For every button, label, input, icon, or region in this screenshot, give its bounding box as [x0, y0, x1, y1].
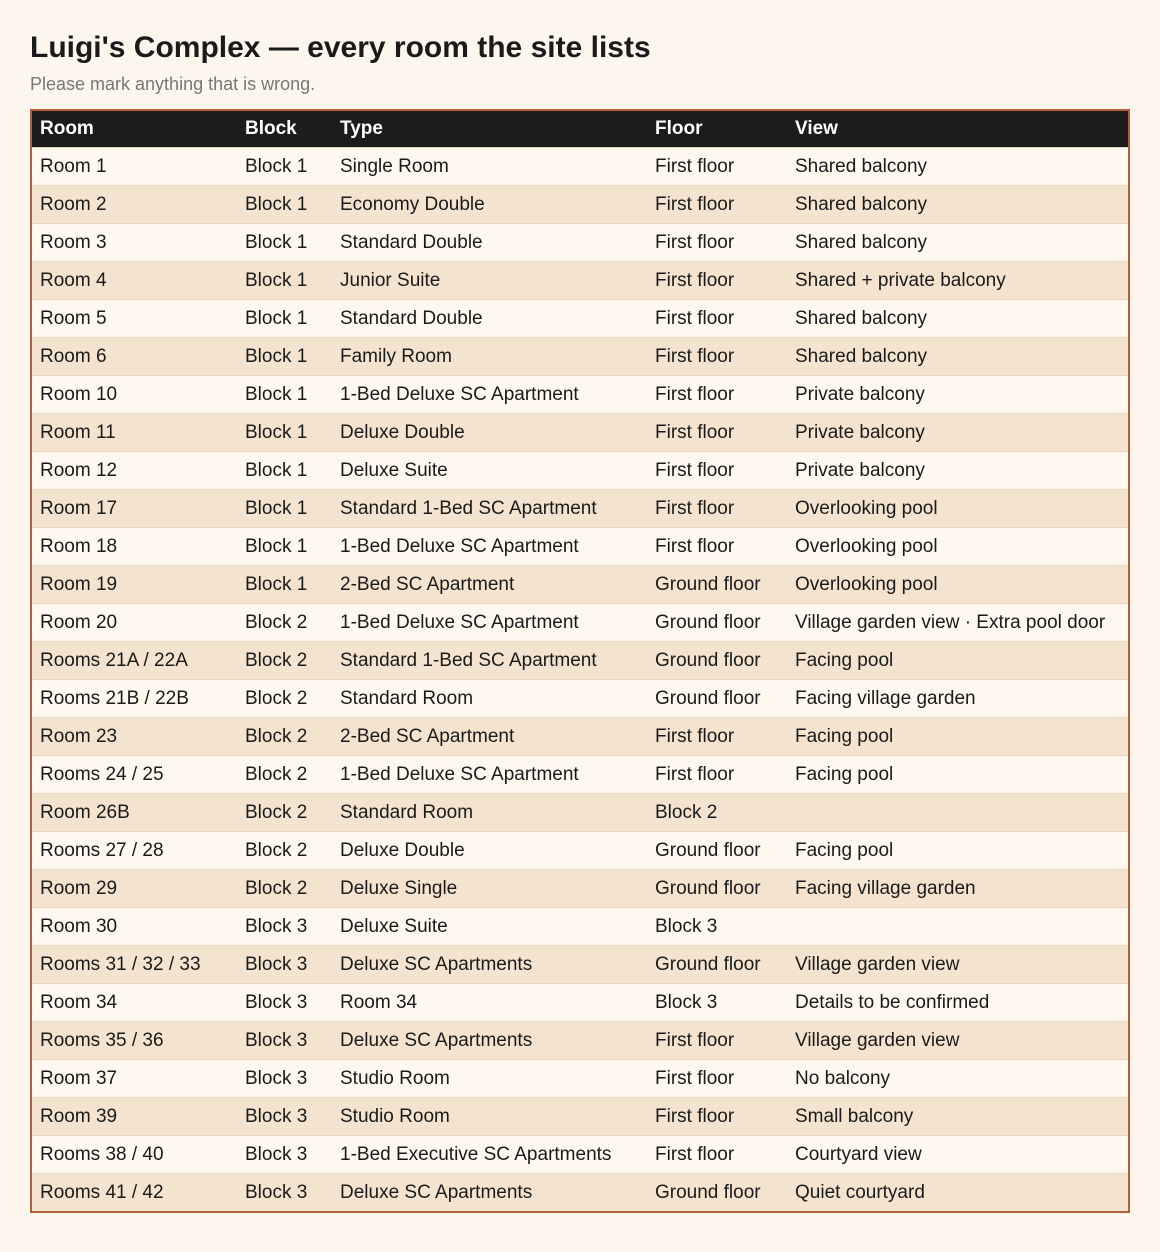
- cell-block: Block 1: [237, 414, 332, 452]
- cell-floor: First floor: [647, 528, 787, 566]
- cell-view: Facing village garden: [787, 870, 1128, 908]
- cell-room: Rooms 38 / 40: [32, 1136, 237, 1174]
- cell-block: Block 3: [237, 1174, 332, 1212]
- cell-floor: Ground floor: [647, 832, 787, 870]
- cell-view: Shared balcony: [787, 186, 1128, 224]
- table-row: [32, 680, 1128, 718]
- cell-room: Room 1: [32, 148, 237, 186]
- table-row: [32, 870, 1128, 908]
- table-row: [32, 300, 1128, 338]
- table-row: [32, 718, 1128, 756]
- cell-room: Room 18: [32, 528, 237, 566]
- cell-type: Deluxe SC Apartments: [332, 946, 647, 984]
- cell-room: Room 5: [32, 300, 237, 338]
- cell-view: Shared balcony: [787, 148, 1128, 186]
- cell-block: Block 3: [237, 946, 332, 984]
- table-row: [32, 908, 1128, 946]
- cell-floor: First floor: [647, 224, 787, 262]
- cell-view: Private balcony: [787, 452, 1128, 490]
- table-row: [32, 984, 1128, 1022]
- cell-view: Small balcony: [787, 1098, 1128, 1136]
- cell-view: Overlooking pool: [787, 566, 1128, 604]
- table-row: [32, 604, 1128, 642]
- table-row: [32, 148, 1128, 186]
- cell-floor: First floor: [647, 1022, 787, 1060]
- cell-block: Block 3: [237, 1098, 332, 1136]
- column-header-floor: Floor: [647, 111, 787, 148]
- table-row: [32, 452, 1128, 490]
- cell-type: Deluxe SC Apartments: [332, 1174, 647, 1212]
- cell-floor: Ground floor: [647, 642, 787, 680]
- table-row: [32, 946, 1128, 984]
- cell-room: Room 4: [32, 262, 237, 300]
- cell-block: Block 3: [237, 1136, 332, 1174]
- table-row: [32, 1098, 1128, 1136]
- cell-view: [787, 908, 1128, 946]
- cell-type: Studio Room: [332, 1060, 647, 1098]
- cell-type: 1-Bed Deluxe SC Apartment: [332, 756, 647, 794]
- cell-type: Family Room: [332, 338, 647, 376]
- cell-room: Rooms 24 / 25: [32, 756, 237, 794]
- table-row: [32, 794, 1128, 832]
- cell-room: Room 37: [32, 1060, 237, 1098]
- cell-floor: Ground floor: [647, 566, 787, 604]
- cell-room: Rooms 35 / 36: [32, 1022, 237, 1060]
- cell-room: Room 23: [32, 718, 237, 756]
- cell-room: Room 26B: [32, 794, 237, 832]
- cell-type: Deluxe Single: [332, 870, 647, 908]
- page-subtitle: Please mark anything that is wrong.: [30, 74, 316, 94]
- cell-block: Block 3: [237, 1022, 332, 1060]
- cell-view: Courtyard view: [787, 1136, 1128, 1174]
- cell-block: Block 3: [237, 908, 332, 946]
- cell-block: Block 1: [237, 300, 332, 338]
- page-title: Luigi's Complex — every room the site lists: [30, 31, 651, 64]
- cell-type: Standard Room: [332, 680, 647, 718]
- cell-view: Overlooking pool: [787, 490, 1128, 528]
- cell-room: Room 11: [32, 414, 237, 452]
- table-row: [32, 528, 1128, 566]
- cell-floor: Ground floor: [647, 870, 787, 908]
- cell-block: Block 2: [237, 604, 332, 642]
- cell-type: Standard Double: [332, 224, 647, 262]
- table-body: [32, 148, 1128, 1212]
- cell-block: Block 1: [237, 224, 332, 262]
- column-header-block: Block: [237, 111, 332, 148]
- cell-room: Room 30: [32, 908, 237, 946]
- cell-block: Block 2: [237, 794, 332, 832]
- cell-room: Room 3: [32, 224, 237, 262]
- cell-floor: Ground floor: [647, 946, 787, 984]
- cell-view: Village garden view: [787, 1022, 1128, 1060]
- cell-floor: First floor: [647, 300, 787, 338]
- cell-view: Shared balcony: [787, 224, 1128, 262]
- cell-type: 1-Bed Executive SC Apartments: [332, 1136, 647, 1174]
- cell-floor: First floor: [647, 414, 787, 452]
- table-row: [32, 1174, 1128, 1212]
- cell-block: Block 2: [237, 756, 332, 794]
- column-header-room: Room: [32, 111, 237, 148]
- rooms-table: [32, 111, 1128, 1211]
- cell-type: Deluxe Suite: [332, 908, 647, 946]
- cell-block: Block 2: [237, 832, 332, 870]
- cell-floor: Block 3: [647, 908, 787, 946]
- cell-type: Standard 1-Bed SC Apartment: [332, 490, 647, 528]
- cell-type: Standard 1-Bed SC Apartment: [332, 642, 647, 680]
- cell-view: Facing pool: [787, 718, 1128, 756]
- cell-floor: Ground floor: [647, 680, 787, 718]
- cell-floor: First floor: [647, 1060, 787, 1098]
- table-row: [32, 1060, 1128, 1098]
- table-row: [32, 1022, 1128, 1060]
- cell-floor: First floor: [647, 148, 787, 186]
- cell-view: Shared balcony: [787, 300, 1128, 338]
- cell-block: Block 2: [237, 680, 332, 718]
- cell-type: Single Room: [332, 148, 647, 186]
- table-row: [32, 566, 1128, 604]
- cell-room: Rooms 21B / 22B: [32, 680, 237, 718]
- cell-floor: First floor: [647, 1098, 787, 1136]
- cell-view: Facing pool: [787, 642, 1128, 680]
- table-row: [32, 186, 1128, 224]
- cell-room: Room 2: [32, 186, 237, 224]
- cell-room: Room 6: [32, 338, 237, 376]
- cell-block: Block 1: [237, 262, 332, 300]
- table-row: [32, 832, 1128, 870]
- cell-type: Standard Double: [332, 300, 647, 338]
- cell-floor: First floor: [647, 718, 787, 756]
- cell-type: Studio Room: [332, 1098, 647, 1136]
- cell-type: Deluxe Double: [332, 832, 647, 870]
- cell-view: Facing pool: [787, 756, 1128, 794]
- cell-view: Quiet courtyard: [787, 1174, 1128, 1212]
- cell-type: Economy Double: [332, 186, 647, 224]
- table-header-row: [32, 111, 1128, 148]
- cell-type: Junior Suite: [332, 262, 647, 300]
- cell-room: Rooms 27 / 28: [32, 832, 237, 870]
- cell-room: Rooms 21A / 22A: [32, 642, 237, 680]
- cell-view: Village garden view · Extra pool door: [787, 604, 1128, 642]
- cell-view: Village garden view: [787, 946, 1128, 984]
- table-row: [32, 414, 1128, 452]
- table-row: [32, 338, 1128, 376]
- rooms-table-container: [30, 109, 1130, 1213]
- cell-block: Block 2: [237, 718, 332, 756]
- cell-block: Block 1: [237, 490, 332, 528]
- cell-floor: Ground floor: [647, 1174, 787, 1212]
- cell-floor: First floor: [647, 186, 787, 224]
- cell-type: Deluxe SC Apartments: [332, 1022, 647, 1060]
- cell-floor: First floor: [647, 376, 787, 414]
- cell-view: [787, 794, 1128, 832]
- cell-room: Room 10: [32, 376, 237, 414]
- table-row: [32, 1136, 1128, 1174]
- cell-view: No balcony: [787, 1060, 1128, 1098]
- cell-type: 1-Bed Deluxe SC Apartment: [332, 376, 647, 414]
- cell-room: Room 34: [32, 984, 237, 1022]
- cell-view: Details to be confirmed: [787, 984, 1128, 1022]
- cell-type: 2-Bed SC Apartment: [332, 566, 647, 604]
- cell-room: Rooms 31 / 32 / 33: [32, 946, 237, 984]
- table-row: [32, 262, 1128, 300]
- cell-view: Facing village garden: [787, 680, 1128, 718]
- table-row: [32, 756, 1128, 794]
- cell-block: Block 1: [237, 338, 332, 376]
- cell-block: Block 1: [237, 452, 332, 490]
- cell-floor: Block 3: [647, 984, 787, 1022]
- cell-view: Overlooking pool: [787, 528, 1128, 566]
- cell-type: Deluxe Suite: [332, 452, 647, 490]
- cell-floor: First floor: [647, 262, 787, 300]
- cell-floor: First floor: [647, 490, 787, 528]
- column-header-view: View: [787, 111, 1128, 148]
- cell-type: 2-Bed SC Apartment: [332, 718, 647, 756]
- cell-floor: First floor: [647, 452, 787, 490]
- column-header-type: Type: [332, 111, 647, 148]
- cell-view: Private balcony: [787, 376, 1128, 414]
- cell-room: Room 19: [32, 566, 237, 604]
- cell-type: Deluxe Double: [332, 414, 647, 452]
- cell-block: Block 1: [237, 376, 332, 414]
- cell-block: Block 3: [237, 984, 332, 1022]
- table-row: [32, 224, 1128, 262]
- cell-floor: Block 2: [647, 794, 787, 832]
- cell-room: Room 39: [32, 1098, 237, 1136]
- cell-block: Block 1: [237, 148, 332, 186]
- cell-view: Shared balcony: [787, 338, 1128, 376]
- cell-type: Standard Room: [332, 794, 647, 832]
- cell-room: Room 29: [32, 870, 237, 908]
- cell-block: Block 1: [237, 186, 332, 224]
- cell-room: Rooms 41 / 42: [32, 1174, 237, 1212]
- table-row: [32, 376, 1128, 414]
- table-row: [32, 490, 1128, 528]
- cell-view: Shared + private balcony: [787, 262, 1128, 300]
- cell-room: Room 17: [32, 490, 237, 528]
- cell-floor: First floor: [647, 338, 787, 376]
- cell-type: Room 34: [332, 984, 647, 1022]
- cell-floor: First floor: [647, 1136, 787, 1174]
- cell-floor: First floor: [647, 756, 787, 794]
- cell-room: Room 20: [32, 604, 237, 642]
- cell-block: Block 2: [237, 870, 332, 908]
- cell-block: Block 3: [237, 1060, 332, 1098]
- cell-block: Block 2: [237, 642, 332, 680]
- cell-view: Facing pool: [787, 832, 1128, 870]
- table-row: [32, 642, 1128, 680]
- cell-block: Block 1: [237, 528, 332, 566]
- cell-floor: Ground floor: [647, 604, 787, 642]
- cell-type: 1-Bed Deluxe SC Apartment: [332, 528, 647, 566]
- cell-block: Block 1: [237, 566, 332, 604]
- cell-type: 1-Bed Deluxe SC Apartment: [332, 604, 647, 642]
- cell-view: Private balcony: [787, 414, 1128, 452]
- cell-room: Room 12: [32, 452, 237, 490]
